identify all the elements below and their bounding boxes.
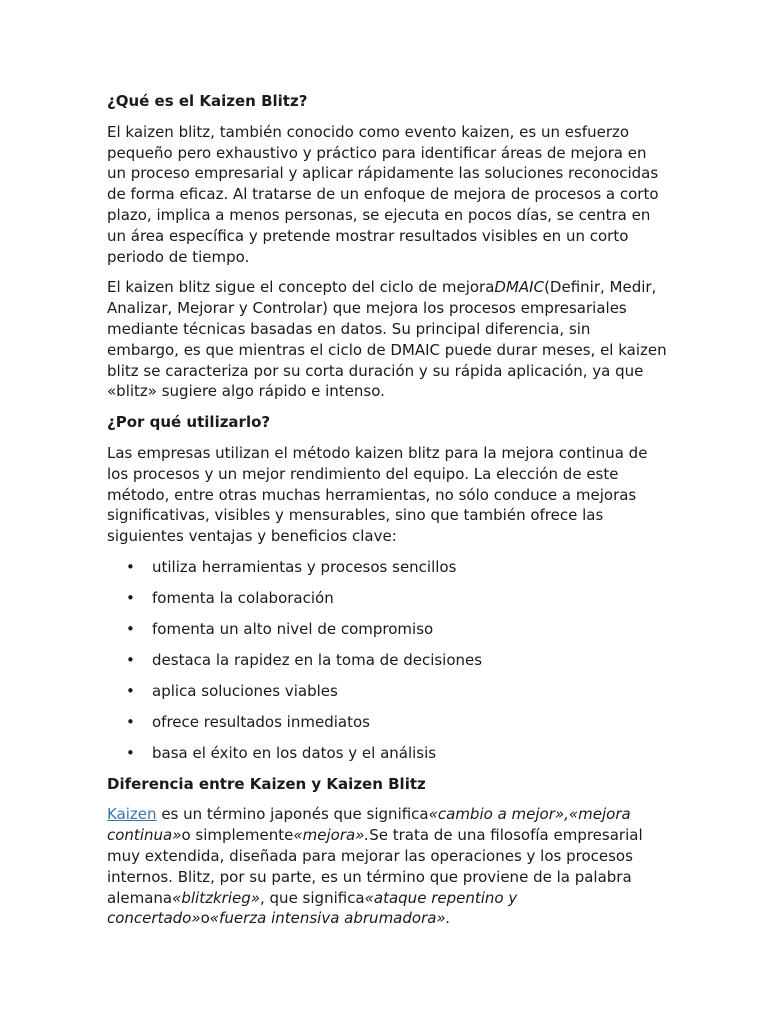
list-item-text: utiliza herramientas y procesos sencillos — [152, 557, 457, 576]
list-item — [107, 712, 667, 733]
list-item — [107, 588, 667, 609]
bullet-icon: • — [126, 712, 135, 731]
difference-quote-1: «cambio a mejor»,«mejora continua» — [107, 805, 631, 845]
section-heading-what-is: ¿Qué es el Kaizen Blitz? — [107, 92, 308, 110]
bullet-icon: • — [126, 619, 135, 638]
kaizen-link[interactable]: Kaizen — [107, 805, 157, 824]
bullet-icon: • — [126, 681, 135, 700]
paragraph-difference — [107, 804, 667, 929]
paragraph-benefits-intro: Las empresas utilizan el método kaizen blitz para la mejora continua de los procesos y un mejor rendimiento del equipo. La elección de este método, entre otras muchas herramientas, no sólo conduce a mejoras significativas, visibles y mensurables, sino que también ofrece las siguientes ventajas y beneficios clave: — [107, 443, 648, 546]
list-item-text: fomenta un alto nivel de compromiso — [152, 619, 434, 638]
difference-text-1: es un término japonés que significa — [156, 805, 429, 824]
difference-quote-5: «fuerza intensiva abrumadora». — [209, 909, 451, 928]
difference-text-5: o — [200, 909, 210, 928]
section-heading-why-use: ¿Por qué utilizarlo? — [107, 413, 271, 432]
list-item — [107, 619, 667, 640]
difference-quote-2: «mejora». — [293, 826, 370, 845]
difference-quote-3: «blitzkrieg» — [172, 888, 260, 907]
bullet-icon: • — [126, 588, 135, 607]
bullet-icon: • — [126, 557, 135, 576]
list-item-text: destaca la rapidez en la toma de decisiones — [152, 650, 483, 669]
bullet-icon: • — [126, 650, 135, 669]
benefits-list — [107, 557, 667, 764]
list-item — [107, 743, 667, 764]
section-heading-difference: Diferencia entre Kaizen y Kaizen Blitz — [107, 774, 426, 793]
list-item-text: ofrece resultados inmediatos — [152, 712, 370, 731]
paragraph-dmaic — [107, 277, 667, 402]
list-item — [107, 557, 667, 578]
dmaic-term: DMAIC — [494, 278, 545, 297]
difference-text-3: Se trata de una filosofía empresarial muy extendida, diseñada para mejorar las operaciones y los procesos internos. Blitz, por su parte, es un término que proviene de la palabra alemana — [107, 826, 643, 907]
dmaic-text-b: (Definir, Medir, Analizar, Mejorar y Controlar) que mejora los procesos empresariales mediante técnicas basadas en datos. Su principal diferencia, sin embargo, es que mientras el ciclo de DMAIC puede durar meses, el kaizen blitz se caracteriza por su corta duración y su rápida aplicación, ya que «blitz» sugiere algo rápido e intenso. — [107, 278, 667, 401]
difference-quote-4: «ataque repentino y concertado» — [107, 888, 518, 928]
list-item-text: fomenta la colaboración — [152, 588, 334, 607]
dmaic-text-a: El kaizen blitz sigue el concepto del ciclo de mejora — [107, 278, 495, 297]
document-page — [107, 89, 667, 929]
list-item-text: basa el éxito en los datos y el análisis — [152, 743, 437, 762]
list-item — [107, 681, 667, 702]
difference-text-2: o simplemente — [181, 826, 294, 845]
list-item — [107, 650, 667, 671]
difference-text-4: , que significa — [260, 888, 365, 907]
list-item-text: aplica soluciones viables — [152, 681, 338, 700]
bullet-icon: • — [126, 743, 135, 762]
paragraph-definition: El kaizen blitz, también conocido como evento kaizen, es un esfuerzo pequeño pero exhaustivo y práctico para identificar áreas de mejora en un proceso empresarial y aplicar rápidamente las soluciones reconocidas de forma eficaz. Al tratarse de un enfoque de mejora de procesos a corto plazo, implica a menos personas, se ejecuta en pocos días, se centra en un área específica y pretende mostrar resultados visibles en un corto periodo de tiempo. — [107, 122, 659, 266]
